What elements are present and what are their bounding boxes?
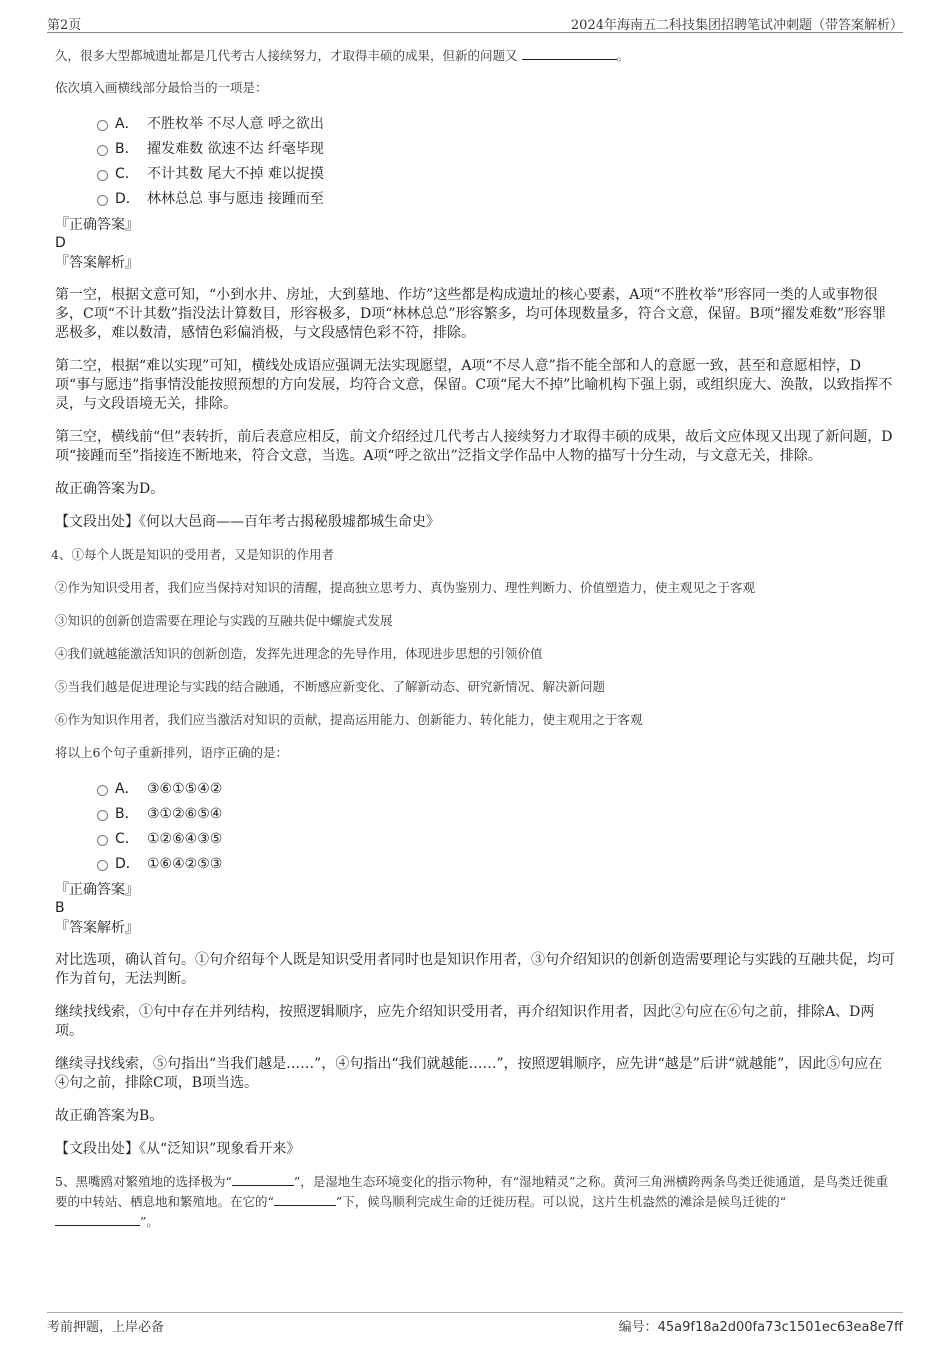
q4-option-c[interactable] bbox=[55, 827, 895, 852]
option-text: 林林总总 事与愿违 接踵而至 bbox=[147, 191, 324, 207]
q4-sentence-5: ⑤当我们越是促进理论与实践的结合融通，不断感应新变化、了解新动态、研究新情况、解决新问题 bbox=[55, 679, 606, 694]
page-header bbox=[47, 12, 903, 33]
q4-sentence-4: ④我们就越能激活知识的创新创造，发挥先进理念的先导作用，体现进步思想的引领价值 bbox=[55, 646, 543, 661]
radio-icon[interactable] bbox=[97, 785, 108, 796]
q3-analysis-3: 第三空，横线前“但”表转折，前后表意应相反，前文介绍经过几代考古人接续努力才取得丰硕的成果，故后文应体现又出现了新问题，D项“接踵而至”指接连不断地来，符合文意，当选。A项“呼之欲出”泛指文学作品中人物的描写十分生动，与文意无关，排除。 bbox=[55, 429, 893, 464]
option-text: 不胜枚举 不尽人意 呼之欲出 bbox=[147, 116, 324, 132]
option-letter: D． bbox=[115, 856, 140, 872]
document-id: 编号：45a9f18a2d00fa73c1501ec63ea8e7ff bbox=[618, 1320, 903, 1335]
q3-options bbox=[55, 112, 895, 212]
main-content bbox=[51, 46, 895, 1232]
radio-icon[interactable] bbox=[97, 170, 108, 181]
q3-analysis-2: 第二空，根据“难以实现”可知，横线处成语应强调无法实现愿望，A项“不尽人意”指不能全部和人的意愿一致，甚至和意愿相悖，D项“事与愿违”指事情没能按照预想的方向发展，均符合文意，保留。C项“尾大不掉”比喻机构下强上弱，或组织庞大、涣散，以致指挥不灵，与文段语境无关，排除。 bbox=[55, 358, 893, 412]
radio-icon[interactable] bbox=[97, 145, 108, 156]
radio-icon[interactable] bbox=[97, 195, 108, 206]
q5-blank-3 bbox=[55, 1213, 140, 1226]
option-text: ①②⑥④③⑤ bbox=[147, 831, 223, 847]
option-letter: B． bbox=[115, 141, 139, 157]
option-text: ③⑥①⑤④② bbox=[147, 781, 223, 797]
q5-blank-2 bbox=[274, 1193, 336, 1206]
q3-answer-label: 『正确答案』 bbox=[55, 217, 139, 233]
q4-options bbox=[55, 777, 895, 877]
q4-sentence-3: ③知识的创新创造需要在理论与实践的互融共促中螺旋式发展 bbox=[55, 613, 393, 628]
q4-option-a[interactable] bbox=[55, 777, 895, 802]
q3-option-b[interactable] bbox=[55, 137, 895, 162]
q4-analysis-3: 继续寻找线索，⑤句指出“当我们越是……”，④句指出“我们就越能……”，按照逻辑顺序，应先讲“越是”后讲“就越能”，因此⑤句应在④句之前，排除C项，B项当选。 bbox=[55, 1056, 883, 1091]
document-title: 2024年海南五二科技集团招聘笔试冲刺题（带答案解析） bbox=[570, 18, 903, 33]
option-text: ③①②⑥⑤④ bbox=[147, 806, 223, 822]
q4-sentence-2: ②作为知识受用者，我们应当保持对知识的清醒，提高独立思考力、真伪鉴别力、理性判断力、价值塑造力，使主观见之于客观 bbox=[55, 580, 756, 595]
page-number: 第2页 bbox=[47, 18, 82, 33]
option-letter: C． bbox=[115, 831, 139, 847]
radio-icon[interactable] bbox=[97, 810, 108, 821]
q3-stem-end: 久，很多大型都城遗址都是几代考古人接续努力，才取得丰硕的成果，但新的问题又 。 bbox=[55, 48, 630, 63]
q4-answer: B bbox=[55, 900, 65, 916]
radio-icon[interactable] bbox=[97, 120, 108, 131]
option-text: 不计其数 尾大不掉 难以捉摸 bbox=[147, 166, 324, 182]
q3-option-a[interactable] bbox=[55, 112, 895, 137]
q3-analysis-label: 『答案解析』 bbox=[55, 255, 139, 271]
q5-stem: 5、黑嘴鸥对繁殖地的选择极为“ ”，是湿地生态环境变化的指示物种，有“湿地精灵”之称。黄河三角洲横跨两条鸟类迁徙通道，是鸟类迁徙重要的中转站、栖息地和繁殖地。在它的“ ”下，候鸟顺利完成生命的迁徙历程。可以说，这片生机盎然的滩涂是候鸟迁徙的“ ”。 bbox=[55, 1174, 889, 1229]
q4-sentences bbox=[51, 545, 895, 763]
radio-icon[interactable] bbox=[97, 860, 108, 871]
q4-sentence-6: ⑥作为知识作用者，我们应当激活对知识的贡献，提高运用能力、创新能力、转化能力，使主观用之于客观 bbox=[55, 712, 643, 727]
q4-conclusion: 故正确答案为B。 bbox=[55, 1108, 164, 1124]
q4-analysis-1: 对比选项，确认首句。①句介绍每个人既是知识受用者同时也是知识作用者，③句介绍知识的创新创造需要理论与实践的互融共促，均可作为首句，无法判断。 bbox=[55, 952, 895, 987]
q3-analysis-1: 第一空，根据文意可知，“小到水井、房址，大到墓地、作坊”这些都是构成遗址的核心要素，A项“不胜枚举”形容同一类的人或事物很多，C项“不计其数”指没法计算数目，形容极多，D项“林林总总”形容繁多，均可体现数量多，符合文意，保留。B项“擢发难数”形容罪恶极多，难以数清，感情色彩偏消极，与文段感情色彩不符，排除。 bbox=[55, 287, 887, 341]
q4-sentence-1: 4、①每个人既是知识的受用者，又是知识的作用者 bbox=[51, 547, 334, 562]
q4-option-d[interactable] bbox=[55, 852, 895, 877]
q4-source: 【文段出处】《从“泛知识”现象看开来》 bbox=[55, 1141, 301, 1157]
q3-source: 【文段出处】《何以大邑商——百年考古揭秘殷墟都城生命史》 bbox=[55, 514, 440, 530]
q4-prompt: 将以上6个句子重新排列，语序正确的是： bbox=[55, 745, 288, 760]
option-letter: B． bbox=[115, 806, 139, 822]
q3-option-d[interactable] bbox=[55, 187, 895, 212]
option-letter: A． bbox=[115, 781, 139, 797]
q4-option-b[interactable] bbox=[55, 802, 895, 827]
q3-conclusion: 故正确答案为D。 bbox=[55, 481, 165, 497]
q5-blank-1 bbox=[232, 1173, 294, 1186]
q4-analysis-label: 『答案解析』 bbox=[55, 920, 139, 936]
q3-prompt: 依次填入画横线部分最恰当的一项是： bbox=[55, 80, 268, 95]
q4-answer-label: 『正确答案』 bbox=[55, 882, 139, 898]
option-letter: D． bbox=[115, 191, 140, 207]
option-text: 擢发难数 欲速不达 纤毫毕现 bbox=[147, 141, 324, 157]
q3-option-c[interactable] bbox=[55, 162, 895, 187]
q4-analysis-2: 继续找线索，①句中存在并列结构，按照逻辑顺序，应先介绍知识受用者，再介绍知识作用者，因此②句应在⑥句之前，排除A、D两项。 bbox=[55, 1004, 875, 1039]
page-footer bbox=[47, 1312, 903, 1335]
option-letter: A． bbox=[115, 116, 139, 132]
q3-answer: D bbox=[55, 235, 66, 251]
radio-icon[interactable] bbox=[97, 835, 108, 846]
footer-slogan: 考前押题，上岸必备 bbox=[47, 1320, 165, 1335]
option-letter: C． bbox=[115, 166, 139, 182]
option-text: ①⑥④②⑤③ bbox=[147, 856, 223, 872]
q3-blank bbox=[522, 47, 617, 60]
